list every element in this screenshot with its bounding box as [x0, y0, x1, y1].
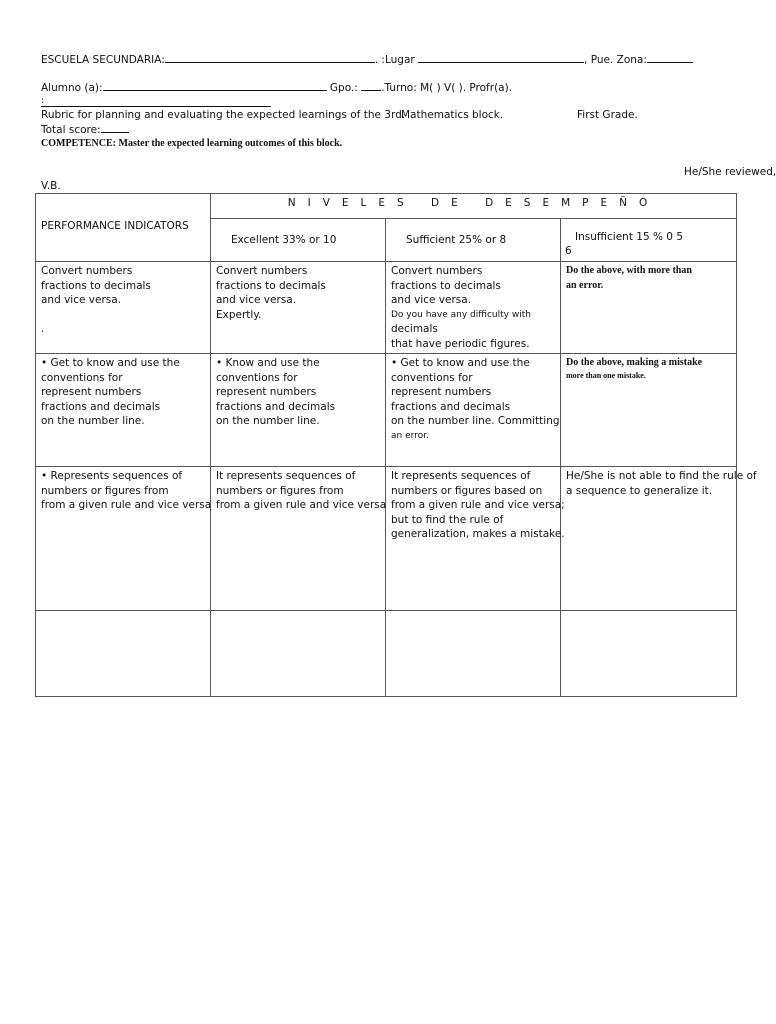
- total-score-label: Total score:: [41, 124, 101, 136]
- cell-text: numbers or figures based on: [391, 484, 543, 497]
- cell-text: represent numbers: [41, 386, 142, 398]
- school-line: [41, 53, 693, 66]
- rule-line: [41, 106, 271, 107]
- student-label: Alumno (a):: [41, 82, 103, 94]
- cell-text: on the number line. Committing: [391, 415, 560, 427]
- cell-text: more than one mistake.: [566, 370, 646, 380]
- cell-text: represent numbers: [216, 386, 317, 398]
- indicator-cell: [36, 467, 211, 611]
- levels-header: NIVELES DE DESEMPEÑO: [287, 197, 660, 209]
- cell-text: .: [41, 322, 45, 335]
- cell-text: decimals: [391, 323, 438, 335]
- cell-text: numbers or figures from: [41, 484, 169, 497]
- cell-text: that have periodic figures.: [391, 337, 530, 350]
- cell-text: Convert numbers: [216, 265, 308, 277]
- cell-text: from a given rule and vice versa: [216, 499, 387, 511]
- school-label: ESCUELA SECUNDARIA:: [41, 54, 165, 66]
- cell-text: [41, 308, 205, 322]
- cell-text: generalization, makes a mistake.: [391, 528, 565, 540]
- reviewed-label: He/She reviewed,: [684, 166, 776, 178]
- cell-text: • Get to know and use the: [391, 357, 530, 369]
- place-blank[interactable]: [418, 53, 584, 63]
- cell-text: Expertly.: [216, 308, 262, 321]
- table-row: [36, 611, 737, 697]
- place-label: . :Lugar: [374, 54, 415, 66]
- rubric-description: Rubric for planning and evaluating the expected learnings of the 3rd.: [41, 109, 406, 121]
- cell-text: He/She is not able to find the rule of: [566, 470, 757, 482]
- sufficient-cell: [386, 262, 561, 354]
- cell-text: Do the above, with more than: [566, 265, 692, 276]
- competence-text: : Master the expected learning outcomes of this block.: [112, 138, 343, 149]
- block-label: Mathematics block.: [401, 109, 504, 121]
- insufficient-header-cell: [561, 219, 737, 262]
- competence-label: COMPETENCE: [41, 138, 113, 149]
- cell-text: Convert numbers: [41, 265, 133, 277]
- sufficient-cell: [386, 467, 565, 611]
- sufficient-cell: [386, 354, 561, 467]
- cell-text: from a given rule and vice versa;: [391, 499, 565, 511]
- levels-header-cell: [211, 194, 737, 219]
- cell-text: represent numbers: [391, 386, 492, 398]
- cell-text: It represents sequences of: [391, 470, 531, 482]
- indicators-header-cell: [36, 194, 211, 262]
- cell-text: • Represents sequences of: [41, 470, 183, 482]
- cell-text: Do the above, making a mistake: [566, 357, 703, 368]
- zone-label: , Pue. Zona:: [584, 54, 647, 66]
- cell-text: Do you have any difficulty with: [391, 309, 531, 320]
- table-row: [36, 262, 737, 354]
- cell-text: a sequence to generalize it.: [566, 484, 713, 497]
- zone-blank[interactable]: [647, 53, 693, 63]
- cell-text: fractions and decimals: [41, 400, 161, 413]
- excellent-cell: [211, 467, 386, 611]
- cell-text: and vice versa.: [391, 294, 472, 306]
- cell-text: on the number line.: [216, 415, 320, 427]
- empty-cell[interactable]: [211, 611, 386, 697]
- sufficient-header: Sufficient 25% or 8: [406, 233, 507, 246]
- group-blank[interactable]: [361, 81, 381, 91]
- student-blank[interactable]: [103, 81, 327, 91]
- sufficient-header-cell: [386, 219, 561, 262]
- cell-text: an error.: [566, 279, 604, 291]
- school-blank[interactable]: [165, 53, 375, 63]
- empty-cell[interactable]: [386, 611, 561, 697]
- insufficient-cell: [561, 467, 757, 611]
- cell-text: fractions to decimals: [391, 279, 501, 292]
- excellent-header-cell: [211, 219, 386, 262]
- shift-label: .Turno: M( ) V( ). Profr(a).: [381, 82, 513, 94]
- cell-text: fractions to decimals: [216, 279, 326, 292]
- total-score-line: [41, 123, 129, 136]
- insufficient-cell: [561, 262, 737, 354]
- cell-text: an error.: [391, 430, 429, 441]
- cell-text: Convert numbers: [391, 265, 483, 277]
- vb-label: V.B.: [41, 180, 61, 192]
- cell-text: • Get to know and use the: [41, 357, 180, 369]
- cell-text: fractions and decimals: [216, 400, 336, 413]
- colon-mark: :: [41, 96, 45, 106]
- cell-text: conventions for: [216, 371, 298, 384]
- cell-text: fractions to decimals: [41, 279, 151, 292]
- cell-text: It represents sequences of: [216, 470, 356, 482]
- cell-text: • Know and use the: [216, 357, 320, 369]
- empty-cell[interactable]: [561, 611, 737, 697]
- cell-text: numbers or figures from: [216, 484, 344, 497]
- cell-text: but to find the rule of: [391, 513, 504, 526]
- table-row: [36, 467, 737, 611]
- cell-text: on the number line.: [41, 415, 145, 427]
- indicators-header: PERFORMANCE INDICATORS: [41, 220, 189, 233]
- indicator-cell: [36, 354, 211, 467]
- cell-text: and vice versa.: [216, 294, 297, 306]
- cell-text: and vice versa.: [41, 294, 122, 306]
- competence-line: [41, 138, 342, 149]
- total-score-blank[interactable]: [101, 123, 129, 133]
- indicator-cell: [36, 262, 211, 354]
- cell-text: conventions for: [391, 371, 473, 384]
- table-row: [36, 354, 737, 467]
- excellent-cell: [211, 354, 386, 467]
- cell-text: from a given rule and vice versa: [41, 499, 212, 511]
- insufficient-header: Insufficient 15 % 0 5: [575, 231, 683, 243]
- group-label: Gpo.:: [329, 82, 358, 94]
- empty-cell[interactable]: [36, 611, 211, 697]
- student-line: [41, 81, 512, 94]
- insufficient-header-continued: 6: [565, 245, 572, 257]
- rubric-table: [35, 193, 757, 697]
- grade-label: First Grade.: [577, 109, 638, 121]
- cell-text: fractions and decimals: [391, 400, 511, 413]
- excellent-cell: [211, 262, 386, 354]
- insufficient-cell: [561, 354, 737, 467]
- cell-text: conventions for: [41, 371, 123, 384]
- excellent-header: Excellent 33% or 10: [231, 233, 337, 246]
